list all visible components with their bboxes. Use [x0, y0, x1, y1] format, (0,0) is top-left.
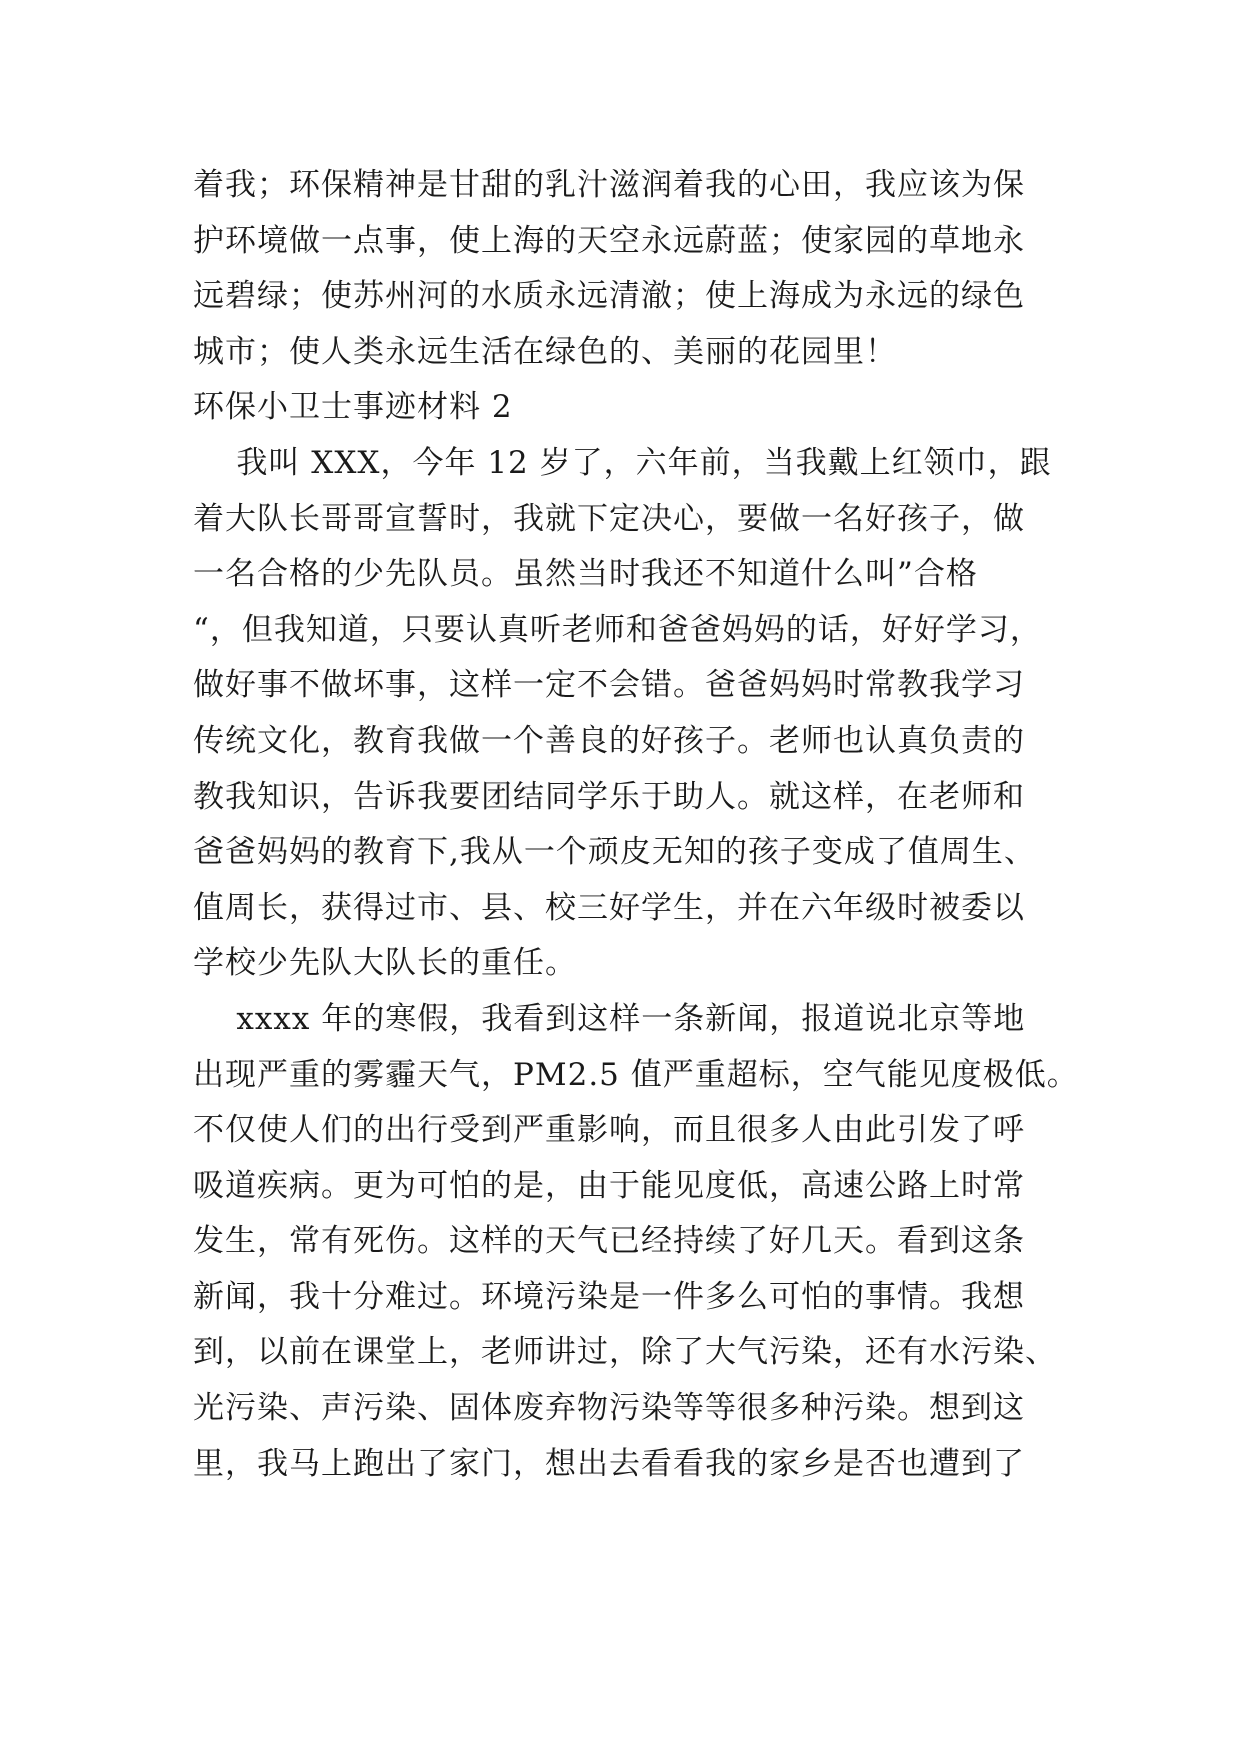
text-line: 出现严重的雾霾天气，PM2.5 值严重超标，空气能见度极低。 [193, 1056, 1079, 1093]
text-line: 光污染、声污染、固体废弃物污染等等很多种污染。想到这 [193, 1390, 1025, 1427]
text-line: 新闻，我十分难过。环境污染是一件多么可怕的事情。我想 [193, 1278, 1025, 1315]
text-line: 做好事不做坏事，这样一定不会错。爸爸妈妈时常教我学习 [193, 667, 1025, 704]
text-line: xxxx 年的寒假，我看到这样一条新闻，报道说北京等地 [193, 1000, 1026, 1037]
text-line: 着大队长哥哥宣誓时，我就下定决心，要做一名好孩子，做 [193, 500, 1025, 537]
document-body [193, 158, 1079, 1492]
text-line: “，但我知道，只要认真听老师和爸爸妈妈的话，好好学习， [193, 611, 1042, 648]
text-line: 我叫 XXX，今年 12 岁了，六年前，当我戴上红领巾，跟 [193, 444, 1052, 481]
text-line: 爸爸妈妈的教育下,我从一个顽皮无知的孩子变成了值周生、 [193, 834, 1036, 871]
text-line: 发生，常有死伤。这样的天气已经持续了好几天。看到这条 [193, 1223, 1025, 1260]
text-line: 学校少先队大队长的重任。 [193, 945, 577, 982]
text-line: 一名合格的少先队员。虽然当时我还不知道什么叫”合格 [193, 556, 978, 593]
text-line: 不仅使人们的出行受到严重影响，而且很多人由此引发了呼 [193, 1112, 1025, 1149]
text-line: 城市；使人类永远生活在绿色的、美丽的花园里！ [193, 333, 897, 370]
section-heading: 环保小卫士事迹材料 2 [193, 389, 513, 426]
text-line: 吸道疾病。更为可怕的是，由于能见度低，高速公路上时常 [193, 1167, 1025, 1204]
text-line: 到，以前在课堂上，老师讲过，除了大气污染，还有水污染、 [193, 1334, 1057, 1371]
text-line: 着我；环保精神是甘甜的乳汁滋润着我的心田，我应该为保 [193, 167, 1025, 203]
text-line: 护环境做一点事，使上海的天空永远蔚蓝；使家园的草地永 [193, 222, 1025, 259]
text-line: 里，我马上跑出了家门，想出去看看我的家乡是否也遭到了 [193, 1445, 1025, 1482]
text-line: 值周长，获得过市、县、校三好学生，并在六年级时被委以 [193, 889, 1025, 926]
text-line: 教我知识，告诉我要团结同学乐于助人。就这样，在老师和 [193, 778, 1025, 815]
text-line: 远碧绿；使苏州河的水质永远清澈；使上海成为永远的绿色 [193, 278, 1025, 315]
text-line: 传统文化，教育我做一个善良的好孩子。老师也认真负责的 [193, 722, 1025, 759]
